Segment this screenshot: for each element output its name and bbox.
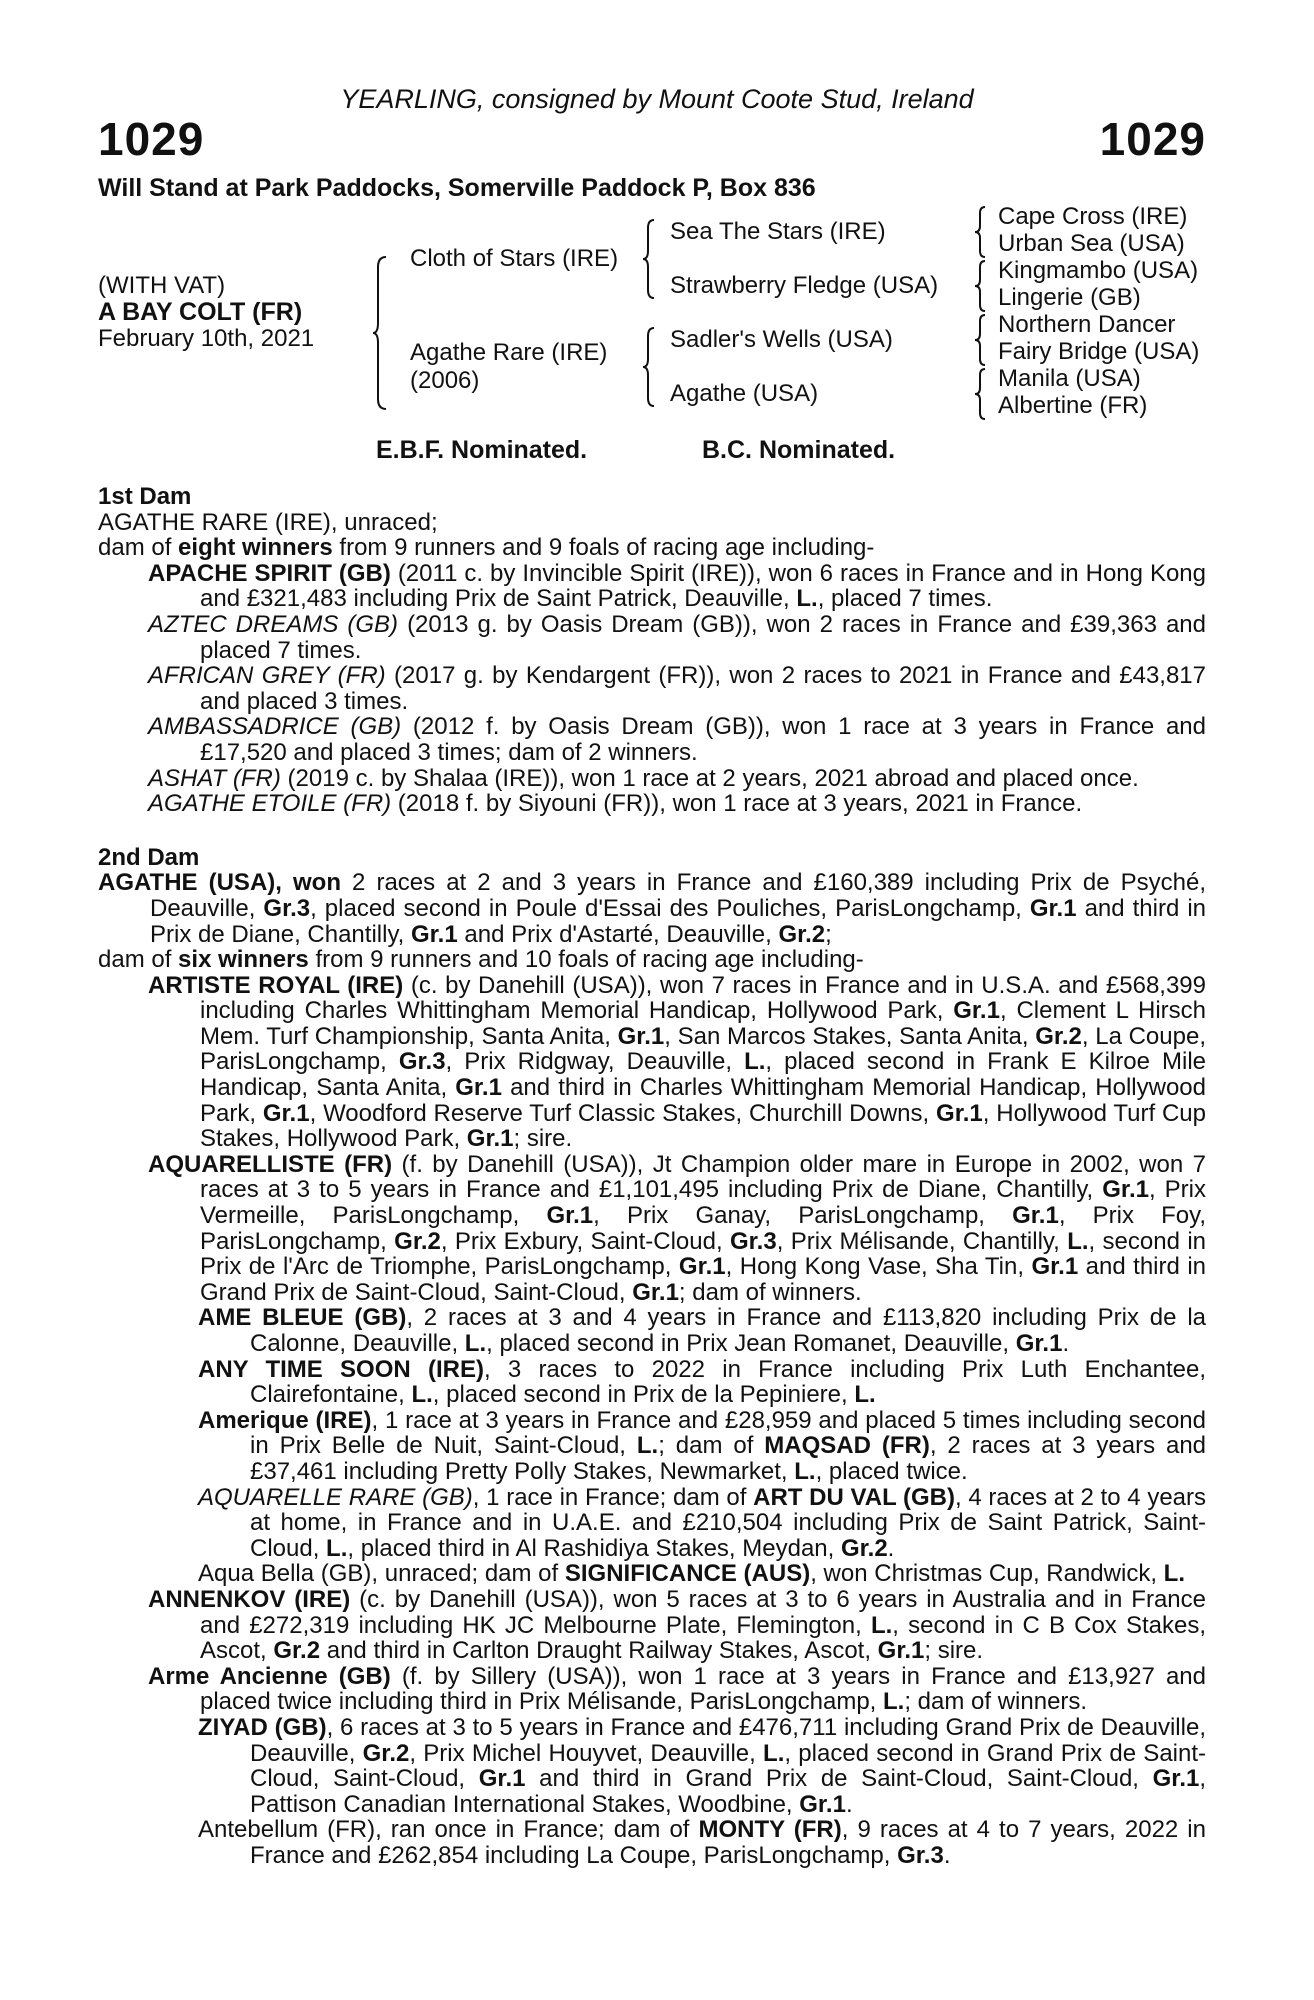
ggp-brace-1 [974,206,988,258]
produce-entry: APACHE SPIRIT (GB) (2011 c. by Invincible Spirit (IRE)), won 6 races in France and in Hong Kong and £321,483 including Prix de Saint Patrick, Deauville, L., placed 7 times. [148,559,1207,613]
vat-note: (WITH VAT) [98,272,226,299]
sire-brace [642,218,658,300]
bc-nomination: B.C. Nominated. [702,436,896,464]
ggp-2: Urban Sea (USA) [998,230,1185,257]
produce-entry: ASHAT (FR) (2019 c. by Shalaa (IRE)), won 1 race at 2 years, 2021 abroad and placed once. [148,764,1139,792]
dam-brace [642,326,658,408]
ggp-3: Kingmambo (USA) [998,257,1199,284]
second-dam-record: AGATHE (USA), won 2 races at 2 and 3 years in France and £160,389 including Prix de Psyché, Deauville, Gr.3, placed second in Poule d'Essai des Pouliches, ParisLongchamp, Gr.1 and third in Prix de Diane, Chantilly, Gr.1 and Prix d'Astarté, Deauville, Gr.2; [98,869,1207,948]
stand-location: Will Stand at Park Paddocks, Somerville Paddock P, Box 836 [98,174,816,202]
ggp-5: Northern Dancer [998,311,1176,338]
sire-dam: Strawberry Fledge (USA) [670,272,939,299]
dam-dam: Agathe (USA) [670,380,819,407]
catalogue-body [98,484,1206,1868]
sire-name: Cloth of Stars (IRE) [410,245,619,272]
ggp-brace-4 [974,368,988,420]
produce-entry: AZTEC DREAMS (GB) (2013 g. by Oasis Dream (GB)), won 2 races in France and £39,363 and placed 7 times. [148,610,1206,664]
consignor-line: YEARLING, consigned by Mount Coote Stud, Ireland [340,84,974,114]
ggp-8: Albertine (FR) [998,392,1148,419]
grand-produce-entry: Amerique (IRE), 1 race at 3 years in France and £28,959 and placed 5 times including second in Prix Belle de Nuit, Saint-Cloud, L.; dam of MAQSAD (FR), 2 races at 3 years and £37,461 including Pretty Polly Stakes, Newmarket, L., placed twice. [198,1406,1207,1485]
ggp-4: Lingerie (GB) [998,284,1141,311]
dam-name: Agathe Rare (IRE) [410,339,608,366]
dam-year: (2006) [410,367,480,394]
grand-produce-entry: Aqua Bella (GB), unraced; dam of SIGNIFICANCE (AUS), won Christmas Cup, Randwick, L. [198,1560,1185,1588]
main-brace [372,255,392,411]
grand-produce-entry: AQUARELLE RARE (GB), 1 race in France; dam of ART DU VAL (GB), 4 races at 2 to 4 years at home, in France and in U.A.E. and £210,504 including Prix de Saint Patrick, Saint-Cloud, L., placed third in Al Rashidiya Stakes, Meydan, Gr.2. [198,1483,1207,1562]
grand-produce-entry: ANY TIME SOON (IRE), 3 races to 2022 in France including Prix Luth Enchantee, Clairefontaine, L., placed second in Prix de la Pepiniere, L. [198,1355,1206,1409]
produce-entry: AMBASSADRICE (GB) (2012 f. by Oasis Dream (GB)), won 1 race at 3 years in France and £17,520 and placed 3 times; dam of 2 winners. [148,713,1207,766]
second-dam-heading: 2nd Dam [98,843,200,871]
dam-sire: Sadler's Wells (USA) [670,326,893,353]
grand-produce-entry: ZIYAD (GB), 6 races at 3 to 5 years in France and £476,711 including Grand Prix de Deauville, Deauville, Gr.2, Prix Michel Houyvet, Deauville, L., placed second in Grand Prix de Saint-Cloud, Saint-Cloud, Gr.1 and third in Grand Prix de Saint-Cloud, Saint-Cloud, Gr.1, Pattison Canadian International Stakes, Woodbine, Gr.1. [198,1713,1207,1818]
produce-entry: AGATHE ETOILE (FR) (2018 f. by Siyouni (FR)), won 1 race at 3 years, 2021 in France. [148,790,1083,818]
ggp-brace-2 [974,260,988,312]
ggp-1: Cape Cross (IRE) [998,203,1188,230]
ggp-7: Manila (USA) [998,365,1141,392]
first-dam-heading: 1st Dam [98,483,192,510]
produce-entry: ANNENKOV (IRE) (c. by Danehill (USA)), won 5 races at 3 to 6 years in Australia and in France and £272,319 including HK JC Melbourne Plate, Flemington, L., second in C B Cox Stakes, Ascot, Gr.2 and third in Carlton Draught Railway Stakes, Ascot, Gr.1; sire. [148,1585,1206,1665]
ggp-brace-3 [974,314,988,366]
grand-produce-entry: Antebellum (FR), ran once in France; dam of MONTY (FR), 9 races at 4 to 7 years, 2022 in France and £262,854 including La Coupe, ParisLongchamp, Gr.3. [198,1816,1206,1869]
first-dam-intro: AGATHE RARE (IRE), unraced; [98,508,438,536]
produce-entry: ARTISTE ROYAL (IRE) (c. by Danehill (USA)), won 7 races in France and in U.S.A. and £568,399 including Charles Whittingham Memorial Handicap, Hollywood Park, Gr.1, Clement L Hirsch Mem. Turf Championship, Santa Anita, Gr.1, San Marcos Stakes, Santa Anita, Gr.2, La Coupe, ParisLongchamp, Gr.3, Prix Ridgway, Deauville, L., placed second in Frank E Kilroe Mile Handicap, Santa Anita, Gr.1 and third in Charles Whittingham Memorial Handicap, Hollywood Park, Gr.1, Woodford Reserve Turf Classic Stakes, Churchill Downs, Gr.1, Hollywood Turf Cup Stakes, Hollywood Park, Gr.1; sire. [148,971,1207,1153]
produce-entry: Arme Ancienne (GB) (f. by Sillery (USA)), won 1 race at 3 years in France and £13,927 and placed twice including third in Prix Mélisande, ParisLongchamp, L.; dam of winners. [148,1662,1207,1716]
lot-number-left: 1029 [98,113,205,165]
horse-name: A BAY COLT (FR) [98,298,303,326]
sire-sire: Sea The Stars (IRE) [670,218,886,245]
produce-entry: AFRICAN GREY (FR) (2017 g. by Kendargent (FR)), won 2 races to 2021 in France and £43,817 and placed 3 times. [148,662,1207,715]
second-dam-produce-summary: dam of six winners from 9 runners and 10 foals of racing age including- [98,946,864,974]
lot-number-right: 1029 [1099,113,1206,165]
grand-produce-entry: AME BLEUE (GB), 2 races at 3 and 4 years in France and £113,820 including Prix de la Calonne, Deauville, L., placed second in Prix Jean Romanet, Deauville, Gr.1. [198,1304,1206,1357]
foaling-date: February 10th, 2021 [98,325,315,352]
ggp-6: Fairy Bridge (USA) [998,338,1200,365]
ebf-nomination: E.B.F. Nominated. [376,436,588,464]
produce-entry: AQUARELLISTE (FR) (f. by Danehill (USA)), Jt Champion older mare in Europe in 2002, won 7 races at 3 to 5 years in France and £1,101,495 including Prix de Diane, Chantilly, Gr.1, Prix Vermeille, ParisLongchamp, Gr.1, Prix Ganay, ParisLongchamp, Gr.1, Prix Foy, ParisLongchamp, Gr.2, Prix Exbury, Saint-Cloud, Gr.3, Prix Mélisande, Chantilly, L., second in Prix de l'Arc de Triomphe, ParisLongchamp, Gr.1, Hong Kong Vase, Sha Tin, Gr.1 and third in Grand Prix de Saint-Cloud, Saint-Cloud, Gr.1; dam of winners. [148,1150,1207,1306]
first-dam-produce-summary: dam of eight winners from 9 runners and 9 foals of racing age including- [98,534,875,562]
